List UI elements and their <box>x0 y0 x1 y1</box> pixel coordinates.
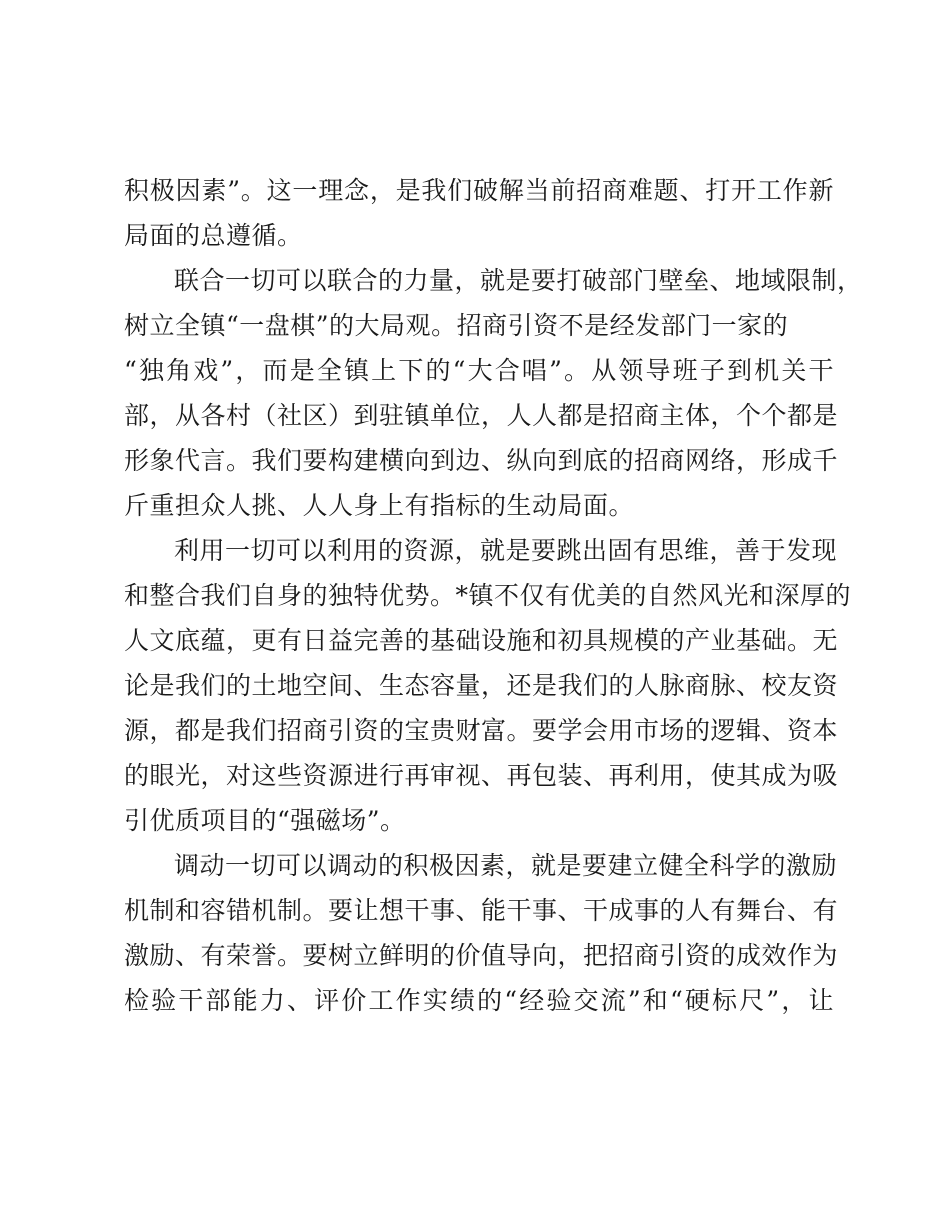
paragraph-3-line-7: 引优质项目的“强磁场”。 <box>124 806 406 835</box>
paragraph-4-line-2: 机制和容错机制。要让想干事、能干事、干成事的人有舞台、有 <box>124 896 839 925</box>
paragraph-3-line-4: 论是我们的土地空间、生态容量，还是我们的人脉商脉、校友资 <box>124 671 839 700</box>
text-line-1: 积极因素”。这一理念，是我们破解当前招商难题、打开工作新 <box>124 176 834 205</box>
paragraph-3-line-2: 和整合我们自身的独特优势。*镇不仅有优美的自然风光和深厚的 <box>124 581 852 610</box>
paragraph-2-line-5: 形象代言。我们要构建横向到边、纵向到底的招商网络，形成千 <box>124 446 839 475</box>
paragraph-2-line-4: 部，从各村（社区）到驻镇单位，人人都是招商主体，个个都是 <box>124 401 839 430</box>
paragraph-4-line-3: 激励、有荣誉。要树立鲜明的价值导向，把招商引资的成效作为 <box>124 941 839 970</box>
paragraph-4-line-1: 调动一切可以调动的积极因素，就是要建立健全科学的激励 <box>174 851 838 880</box>
paragraph-2-line-2: 树立全镇“一盘棋”的大局观。招商引资不是经发部门一家的 <box>124 311 789 340</box>
paragraph-2-line-6: 斤重担众人挑、人人身上有指标的生动局面。 <box>124 491 635 520</box>
paragraph-2-line-1: 联合一切可以联合的力量，就是要打破部门壁垒、地域限制， <box>174 266 863 295</box>
paragraph-3-line-5: 源，都是我们招商引资的宝贵财富。要学会用市场的逻辑、资本 <box>124 716 839 745</box>
paragraph-4-line-4: 检验干部能力、评价工作实绩的“经验交流”和“硬标尺”，让 <box>124 986 834 1015</box>
text-line-2: 局面的总遵循。 <box>124 221 303 250</box>
paragraph-3-line-1: 利用一切可以利用的资源，就是要跳出固有思维，善于发现 <box>174 536 838 565</box>
paragraph-3-line-6: 的眼光，对这些资源进行再审视、再包装、再利用，使其成为吸 <box>124 761 839 790</box>
paragraph-2-line-3: “独角戏”，而是全镇上下的“大合唱”。从领导班子到机关干 <box>124 356 834 385</box>
paragraph-3-line-3: 人文底蕴，更有日益完善的基础设施和初具规模的产业基础。无 <box>124 626 839 655</box>
